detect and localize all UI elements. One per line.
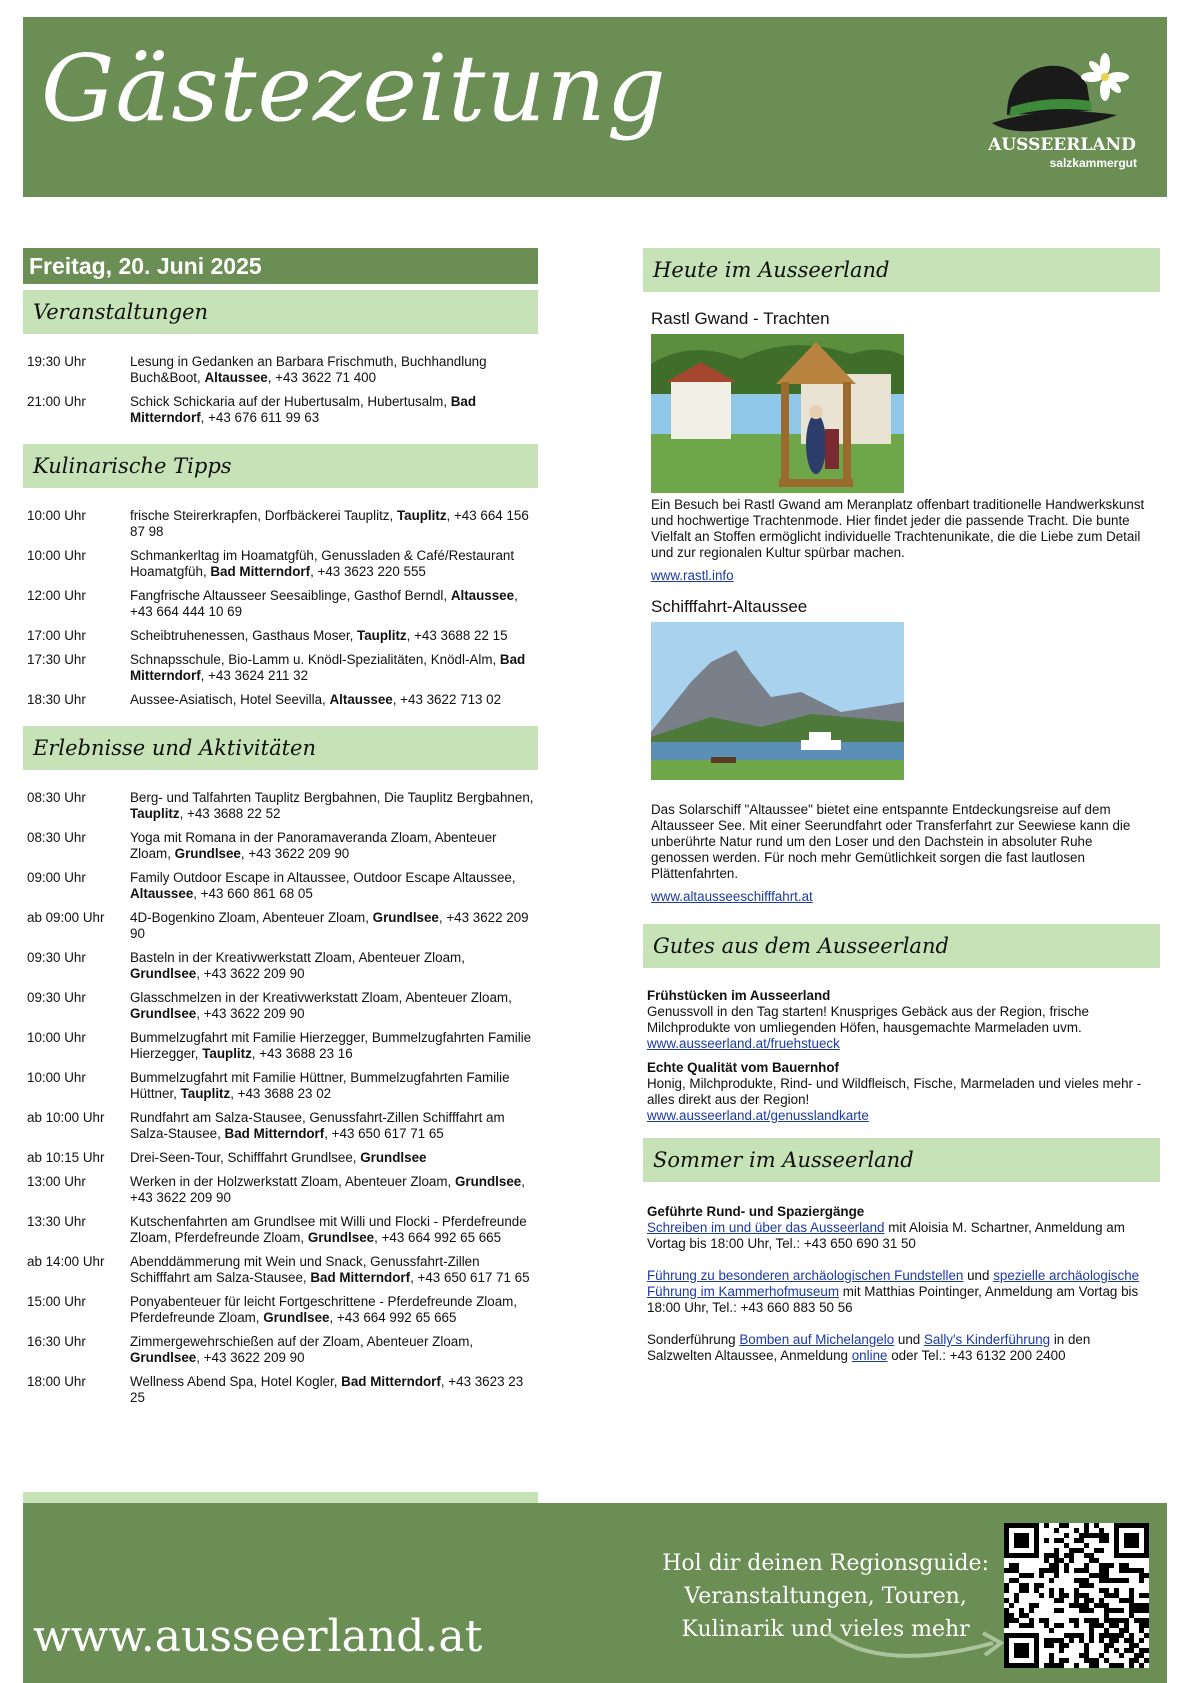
event-contact: , +43 3622 209 90 (196, 1006, 305, 1021)
event-time: 09:30 Uhr (27, 990, 86, 1005)
event-time: 13:30 Uhr (27, 1214, 86, 1229)
event-contact: , +43 3623 23 25 (130, 1374, 524, 1405)
event-time: ab 10:00 Uhr (27, 1110, 105, 1125)
qr-code-icon (1004, 1523, 1149, 1668)
event-title: Bummelzugfahrt mit Familie Hierzegger, Bummelzugfahrten Familie Hierzegger, (130, 1030, 532, 1061)
event-time: ab 10:15 Uhr (27, 1150, 105, 1165)
schifffahrt-link[interactable]: www.altausseeschifffahrt.at (651, 889, 813, 904)
event-title: Schmankerltag im Hoamatgfüh, Genussladen & Café/Restaurant Hoamatgfüh, (130, 548, 515, 579)
event-description (130, 548, 538, 580)
event-row (23, 548, 538, 580)
erlebnisse-list (23, 770, 538, 1424)
event-place: Tauplitz (202, 1046, 252, 1061)
event-place: Grundlsee (130, 966, 197, 981)
sommer-item (647, 1332, 1156, 1364)
event-row (23, 790, 538, 822)
rastl-link[interactable]: www.rastl.info (651, 568, 734, 583)
event-place: Grundlsee (372, 910, 439, 925)
page-footer (23, 1503, 1167, 1683)
event-title: Lesung in Gedanken an Barbara Frischmuth, Buchhandlung Buch&Boot, (130, 354, 487, 385)
event-contact: , +43 660 861 68 05 (193, 886, 313, 901)
event-description (130, 692, 538, 708)
event-row (23, 1374, 538, 1406)
feature-heading: Schifffahrt-Altaussee (651, 597, 808, 616)
event-place: Altaussee (130, 886, 194, 901)
genusslandkarte-link[interactable]: www.ausseerland.at/genusslandkarte (647, 1108, 869, 1123)
event-row (23, 1214, 538, 1246)
event-place: Grundlsee (454, 1174, 522, 1189)
event-description (130, 950, 538, 982)
event-row (23, 1174, 538, 1206)
event-contact: , +43 3622 209 90 (196, 966, 305, 981)
event-time: ab 14:00 Uhr (27, 1254, 105, 1269)
date-heading: Freitag, 20. Juni 2025 (23, 248, 538, 284)
event-contact: , +43 664 156 87 98 (130, 508, 529, 539)
event-description (130, 652, 538, 684)
event-place: Bad Mitterndorf (130, 652, 526, 683)
event-description (130, 1334, 538, 1366)
event-description (130, 1214, 538, 1246)
tagline-line: Hol dir deinen Regionsguide: (662, 1551, 989, 1576)
sommer-text: oder Tel.: +43 6132 200 2400 (887, 1348, 1066, 1363)
gutes-list (643, 968, 1160, 1124)
event-contact: , +43 676 611 99 63 (200, 410, 320, 425)
event-time: 18:30 Uhr (27, 692, 86, 707)
event-time: 13:00 Uhr (27, 1174, 86, 1189)
sommer-heading: Geführte Rund- und Spaziergänge (647, 1204, 865, 1219)
sommer-text: in den Salzwelten Altaussee, Anmeldung (647, 1332, 1091, 1363)
event-time: 08:30 Uhr (27, 830, 86, 845)
section-kulinarik: Kulinarische Tipps (23, 444, 538, 488)
event-description (130, 1030, 538, 1062)
event-time: ab 09:00 Uhr (27, 910, 105, 925)
event-time: 10:00 Uhr (27, 548, 86, 563)
highlights-column (643, 248, 1160, 1372)
event-description (130, 628, 538, 644)
feature-rastl (643, 309, 1160, 904)
event-description (130, 1070, 538, 1102)
event-row (23, 910, 538, 942)
logo-wordmark: AUSSEERLAND (988, 135, 1136, 155)
michelangelo-link[interactable]: Bomben auf Michelangelo (739, 1332, 895, 1347)
event-contact: , +43 3688 22 15 (406, 628, 508, 643)
events-column (23, 248, 538, 1424)
event-place: Grundlsee (263, 1310, 330, 1325)
event-description (130, 354, 538, 386)
event-row (23, 990, 538, 1022)
section-gutes: Gutes aus dem Ausseerland (643, 924, 1160, 968)
event-title: 4D-Bogenkino Zloam, Abenteuer Zloam, (130, 910, 373, 925)
event-contact: , +43 3624 211 32 (200, 668, 309, 683)
event-time: 08:30 Uhr (27, 790, 86, 805)
event-title: Drei-Seen-Tour, Schifffahrt Grundlsee, (130, 1150, 361, 1165)
event-time: 12:00 Uhr (27, 588, 86, 603)
event-row (23, 628, 538, 644)
event-title: Basteln in der Kreativwerkstatt Zloam, Abenteuer Zloam, (130, 950, 465, 965)
event-title: Ponyabenteuer für leicht Fortgeschrittene - Pferdefreunde Zloam, Pferdefreunde Zloam, (130, 1294, 518, 1325)
event-contact: , +43 3622 71 400 (267, 370, 377, 385)
event-place: Grundlsee (360, 1150, 427, 1165)
arrow-icon (823, 1613, 1013, 1673)
event-title: Wellness Abend Spa, Hotel Kogler, (130, 1374, 342, 1389)
sommer-text: und (894, 1332, 924, 1347)
event-contact: , +43 3622 209 90 (196, 1350, 305, 1365)
kinderfuehrung-link[interactable]: Sally's Kinderführung (923, 1332, 1051, 1347)
event-time: 09:30 Uhr (27, 950, 86, 965)
event-contact: , +43 3622 713 02 (392, 692, 502, 707)
event-description (130, 1374, 538, 1406)
feature-text: Ein Besuch bei Rastl Gwand am Meranplatz offenbart traditionelle Handwerkskunst und hochwertige Trachtenmode. Hier findet jeder die passende Tracht. Die bunte Vielfalt an Stoffen ermöglicht individuelle Trachtenunikate, die die Liebe zum Detail und zur regionalen Kultur spürbar machen. (651, 497, 1145, 560)
kulinarik-list (23, 488, 538, 726)
sommer-text: mit Matthias Pointinger, Anmeldung am Vortag bis 18:00 Uhr, Tel.: +43 660 883 50 56 (647, 1284, 1139, 1315)
gutes-heading: Frühstücken im Ausseerland (647, 988, 831, 1003)
sommer-item (647, 1204, 1156, 1252)
event-place: Tauplitz (396, 508, 447, 523)
event-title: Schnapsschule, Bio-Lamm u. Knödl-Spezialitäten, Knödl-Alm, (130, 652, 500, 667)
event-description (130, 990, 538, 1022)
page-title: Gästezeitung (41, 35, 667, 142)
event-contact: , +43 664 992 65 665 (374, 1230, 502, 1245)
event-place: Bad Mitterndorf (310, 1270, 411, 1285)
event-row (23, 1294, 538, 1326)
event-description (130, 790, 538, 822)
event-row (23, 508, 538, 540)
event-row (23, 354, 538, 386)
event-title: Kutschenfahrten am Grundlsee mit Willi und Flocki - Pferdefreunde Zloam, Pferdefreunde Zloam, (130, 1214, 527, 1245)
event-place: Altaussee (204, 370, 268, 385)
sommer-text: Sonderführung (647, 1332, 740, 1347)
event-row (23, 692, 538, 708)
event-description (130, 1174, 538, 1206)
event-row (23, 830, 538, 862)
event-row (23, 870, 538, 902)
event-row (23, 1110, 538, 1142)
event-title: Schick Schickaria auf der Hubertusalm, Hubertusalm, (130, 394, 451, 409)
event-place: Altaussee (329, 692, 393, 707)
event-time: 10:00 Uhr (27, 508, 86, 523)
gutes-item (647, 1060, 1156, 1124)
event-description (130, 394, 538, 426)
event-time: 19:30 Uhr (27, 354, 86, 369)
online-link[interactable]: online (851, 1348, 888, 1363)
event-place: Tauplitz (130, 806, 180, 821)
event-place: Tauplitz (357, 628, 407, 643)
event-time: 10:00 Uhr (27, 1070, 86, 1085)
qr-code[interactable] (1004, 1523, 1149, 1668)
event-time: 15:00 Uhr (27, 1294, 86, 1309)
sommer-item (647, 1268, 1156, 1316)
event-title: Scheibtruhenessen, Gasthaus Moser, (130, 628, 358, 643)
event-row (23, 1334, 538, 1366)
event-description (130, 508, 538, 540)
veranstaltungen-list (23, 334, 538, 444)
event-contact: , +43 664 992 65 665 (329, 1310, 457, 1325)
section-heute: Heute im Ausseerland (643, 248, 1160, 292)
event-description (130, 588, 538, 620)
hat-icon (987, 45, 1137, 140)
event-title: Aussee-Asiatisch, Hotel Seevilla, (130, 692, 330, 707)
feature-text: Das Solarschiff "Altaussee" bietet eine entspannte Entdeckungsreise auf dem Altausseer See. Mit einer Seerundfahrt oder Transferfahrt zur Seewiese kann die unberührte Natur rund um den Loser und den Dachstein in absoluter Ruhe genossen werden. Für noch mehr Gemütlichkeit sorgen die fast lautlosen Plättenfahrten. (651, 802, 1131, 881)
gutes-item (647, 988, 1156, 1052)
section-sommer: Sommer im Ausseerland (643, 1138, 1160, 1182)
event-contact: , +43 3622 209 90 (240, 846, 350, 861)
event-row (23, 1030, 538, 1062)
event-row (23, 394, 538, 426)
event-place: Altaussee (450, 588, 515, 603)
sommer-text: mit Aloisia M. Schartner, Anmeldung am Vortag bis 18:00 Uhr, Tel.: +43 650 690 31 50 (647, 1220, 1125, 1251)
event-contact: , +43 3688 22 52 (179, 806, 281, 821)
fundstellen-link[interactable]: Führung zu besonderen archäologischen Fundstellen (647, 1268, 964, 1283)
schreiben-link[interactable]: Schreiben im und über das Ausseerland (647, 1220, 885, 1235)
event-row (23, 1150, 538, 1166)
event-place: Grundlsee (307, 1230, 375, 1245)
logo-subtitle: salzkammergut (1049, 156, 1137, 170)
event-description (130, 1110, 538, 1142)
event-time: 16:30 Uhr (27, 1334, 86, 1349)
event-time: 21:00 Uhr (27, 394, 86, 409)
rastl-photo (651, 334, 904, 493)
event-place: Grundlsee (174, 846, 241, 861)
event-description (130, 1150, 538, 1166)
event-description (130, 870, 538, 902)
schifffahrt-photo (651, 622, 904, 780)
event-contact: , +43 3622 209 90 (130, 910, 529, 941)
event-row (23, 588, 538, 620)
event-contact: , +43 650 617 71 65 (324, 1126, 444, 1141)
event-time: 10:00 Uhr (27, 1030, 86, 1045)
event-title: Abenddämmerung mit Wein und Snack, Genussfahrt-Zillen Schifffahrt am Salza-Stausee, (130, 1254, 480, 1285)
event-description (130, 830, 538, 862)
section-erlebnisse: Erlebnisse und Aktivitäten (23, 726, 538, 770)
gutes-text: Genussvoll in den Tag starten! Knuspriges Gebäck aus der Region, frische Milchprodukte von umliegenden Höfen, hausgemachte Marmeladen uvm. (647, 1004, 1089, 1035)
event-place: Bad Mitterndorf (341, 1374, 441, 1389)
tagline-line: Veranstaltungen, Touren, (684, 1584, 967, 1609)
event-contact: , +43 3688 23 02 (230, 1086, 332, 1101)
sommer-text: und (963, 1268, 994, 1283)
event-description (130, 910, 538, 942)
event-contact: , +43 650 617 71 65 (410, 1270, 530, 1285)
event-contact: , +43 664 444 10 69 (130, 588, 518, 619)
event-description (130, 1294, 538, 1326)
footer-url[interactable]: www.ausseerland.at (33, 1611, 483, 1662)
event-title: Yoga mit Romana in der Panoramaveranda Zloam, Abenteuer Zloam, (130, 830, 497, 861)
gutes-heading: Echte Qualität vom Bauernhof (647, 1060, 839, 1075)
event-row (23, 1254, 538, 1286)
event-place: Grundlsee (130, 1350, 197, 1365)
event-title: Glasschmelzen in der Kreativwerkstatt Zloam, Abenteuer Zloam, (130, 990, 512, 1005)
event-title: frische Steirerkrapfen, Dorfbäckerei Tauplitz, (130, 508, 397, 523)
event-time: 18:00 Uhr (27, 1374, 86, 1389)
event-title: Bummelzugfahrt mit Familie Hüttner, Bummelzugfahrten Familie Hüttner, (130, 1070, 510, 1101)
event-time: 17:30 Uhr (27, 652, 86, 667)
event-time: 17:00 Uhr (27, 628, 86, 643)
event-title: Family Outdoor Escape in Altaussee, Outdoor Escape Altaussee, (130, 870, 516, 885)
event-description (130, 1254, 538, 1286)
event-place: Bad Mitterndorf (210, 564, 311, 579)
section-veranstaltungen: Veranstaltungen (23, 290, 538, 334)
event-row (23, 1070, 538, 1102)
event-row (23, 950, 538, 982)
event-place: Bad Mitterndorf (224, 1126, 325, 1141)
event-contact: , +43 3688 23 16 (251, 1046, 353, 1061)
tagline-line: Kulinarik und vieles mehr (681, 1617, 970, 1642)
event-title: Werken in der Holzwerkstatt Zloam, Abenteuer Zloam, (130, 1174, 455, 1189)
feature-heading: Rastl Gwand - Trachten (651, 309, 830, 328)
event-place: Bad Mitterndorf (130, 394, 477, 425)
event-contact: , +43 3622 209 90 (130, 1174, 525, 1205)
event-place: Grundlsee (130, 1006, 197, 1021)
gutes-text: Honig, Milchprodukte, Rind- und Wildfleisch, Fische, Marmeladen und vieles mehr - alles direkt aus der Region! (647, 1076, 1142, 1107)
fruehstueck-link[interactable]: www.ausseerland.at/fruehstueck (647, 1036, 840, 1051)
event-contact: , +43 3623 220 555 (310, 564, 426, 579)
ausseerland-logo[interactable] (987, 45, 1137, 175)
event-row (23, 652, 538, 684)
event-time: 09:00 Uhr (27, 870, 86, 885)
event-place: Tauplitz (180, 1086, 231, 1101)
sommer-content (643, 1182, 1160, 1364)
event-title: Berg- und Talfahrten Tauplitz Bergbahnen, Die Tauplitz Bergbahnen, (130, 790, 534, 805)
page-header (23, 17, 1167, 197)
event-title: Fangfrische Altausseer Seesaiblinge, Gasthof Berndl, (130, 588, 451, 603)
kammerhof-link[interactable]: spezielle archäologische Führung im Kammerhofmuseum (647, 1268, 1140, 1299)
event-title: Zimmergewehrschießen auf der Zloam, Abenteuer Zloam, (130, 1334, 474, 1349)
event-title: Rundfahrt am Salza-Stausee, Genussfahrt-Zillen Schifffahrt am Salza-Stausee, (130, 1110, 505, 1141)
